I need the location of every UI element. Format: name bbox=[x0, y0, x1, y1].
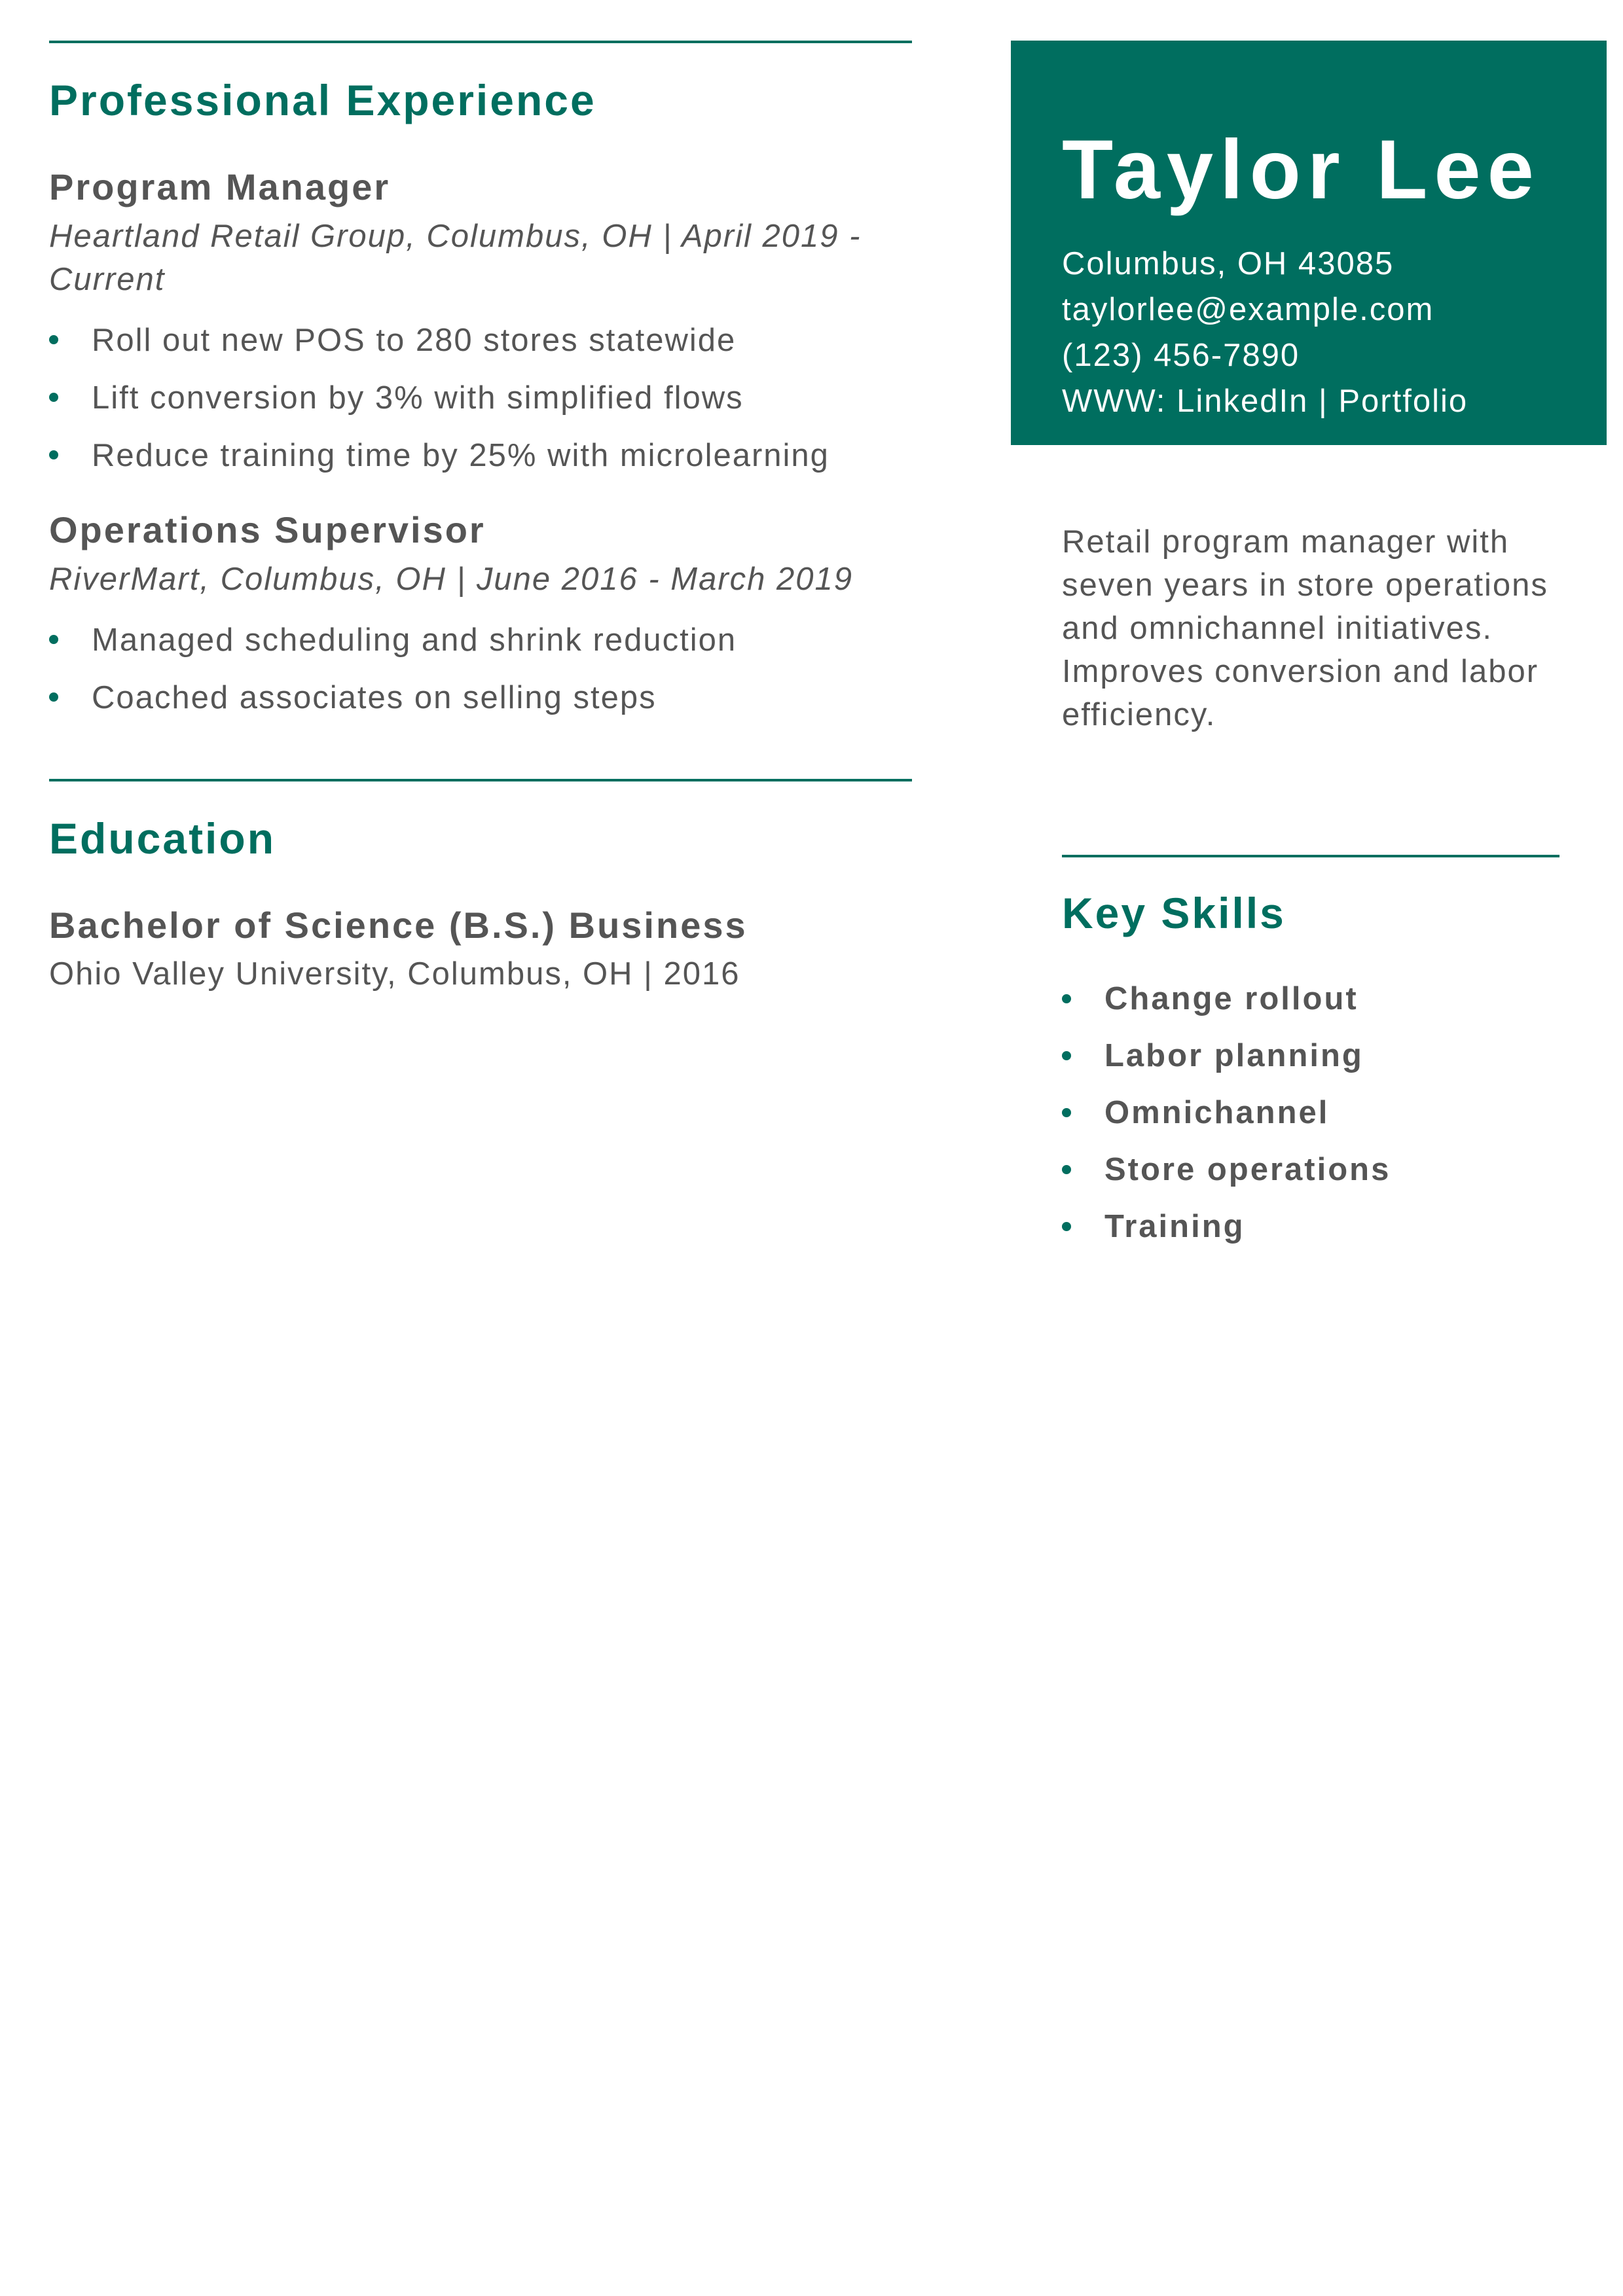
skill-item bbox=[1062, 971, 1559, 1028]
bullet-icon bbox=[1062, 1108, 1071, 1117]
bullet-text: Lift conversion by 3% with simplified flows bbox=[92, 380, 744, 416]
bullet-item bbox=[49, 669, 912, 726]
contact-email[interactable]: taylorlee@example.com bbox=[1062, 292, 1434, 327]
skill-text: Labor planning bbox=[1104, 1038, 1364, 1073]
experience-heading: Professional Experience bbox=[49, 76, 596, 124]
bullet-icon bbox=[1062, 1165, 1071, 1174]
skill-text: Omnichannel bbox=[1104, 1095, 1330, 1130]
experience-divider bbox=[49, 41, 912, 43]
education-divider bbox=[49, 779, 912, 781]
contact-phone: (123) 456-7890 bbox=[1062, 338, 1300, 373]
linkedin-link[interactable]: LinkedIn bbox=[1176, 384, 1309, 419]
bullet-icon bbox=[49, 635, 58, 644]
bullet-item bbox=[49, 427, 912, 484]
profile-summary: Retail program manager with seven years in store operations and omnichannel initiatives. Improves conversion and labor efficiency. bbox=[1062, 524, 1548, 732]
skill-text: Store operations bbox=[1104, 1152, 1391, 1187]
bullet-icon bbox=[49, 692, 58, 702]
bullet-text: Managed scheduling and shrink reduction bbox=[92, 622, 737, 658]
bullet-icon bbox=[49, 393, 58, 402]
left-column bbox=[49, 41, 912, 990]
portfolio-link[interactable]: Portfolio bbox=[1338, 384, 1468, 419]
education-heading: Education bbox=[49, 814, 276, 863]
skill-text: Change rollout bbox=[1104, 981, 1359, 1016]
job-bullets bbox=[49, 611, 912, 726]
name-banner bbox=[1011, 41, 1607, 445]
job-entry bbox=[49, 509, 912, 726]
bullet-text: Coached associates on selling steps bbox=[92, 680, 657, 715]
job-title: Program Manager bbox=[49, 166, 391, 207]
job-meta: Heartland Retail Group, Columbus, OH | April 2019 - Current bbox=[49, 219, 862, 297]
contact-info bbox=[1062, 241, 1468, 424]
skill-item bbox=[1062, 1028, 1559, 1085]
bullet-item bbox=[49, 312, 912, 369]
job-entry bbox=[49, 166, 912, 484]
degree-title: Bachelor of Science (B.S.) Business bbox=[49, 905, 748, 946]
bullet-icon bbox=[49, 335, 58, 344]
job-bullets bbox=[49, 312, 912, 484]
skills-list bbox=[1062, 971, 1559, 1255]
job-title: Operations Supervisor bbox=[49, 509, 486, 550]
bullet-icon bbox=[1062, 1222, 1071, 1231]
bullet-icon bbox=[1062, 1051, 1071, 1060]
skill-text: Training bbox=[1104, 1209, 1245, 1244]
skills-heading: Key Skills bbox=[1062, 889, 1286, 937]
bullet-icon bbox=[49, 450, 58, 459]
skill-item bbox=[1062, 1141, 1559, 1198]
contact-web bbox=[1062, 378, 1468, 424]
bullet-text: Reduce training time by 25% with microlearning bbox=[92, 438, 830, 473]
bullet-text: Roll out new POS to 280 stores statewide bbox=[92, 323, 737, 358]
bullet-item bbox=[49, 611, 912, 669]
school-line: Ohio Valley University, Columbus, OH | 2016 bbox=[49, 956, 740, 992]
candidate-name: Taylor Lee bbox=[1062, 123, 1541, 217]
skill-item bbox=[1062, 1198, 1559, 1255]
contact-location: Columbus, OH 43085 bbox=[1062, 246, 1395, 281]
skills-divider bbox=[1062, 855, 1559, 857]
web-label: WWW: bbox=[1062, 384, 1167, 419]
skill-item bbox=[1062, 1085, 1559, 1141]
web-separator: | bbox=[1319, 384, 1328, 419]
bullet-item bbox=[49, 369, 912, 427]
bullet-icon bbox=[1062, 994, 1071, 1003]
job-meta: RiverMart, Columbus, OH | June 2016 - March 2019 bbox=[49, 562, 854, 597]
